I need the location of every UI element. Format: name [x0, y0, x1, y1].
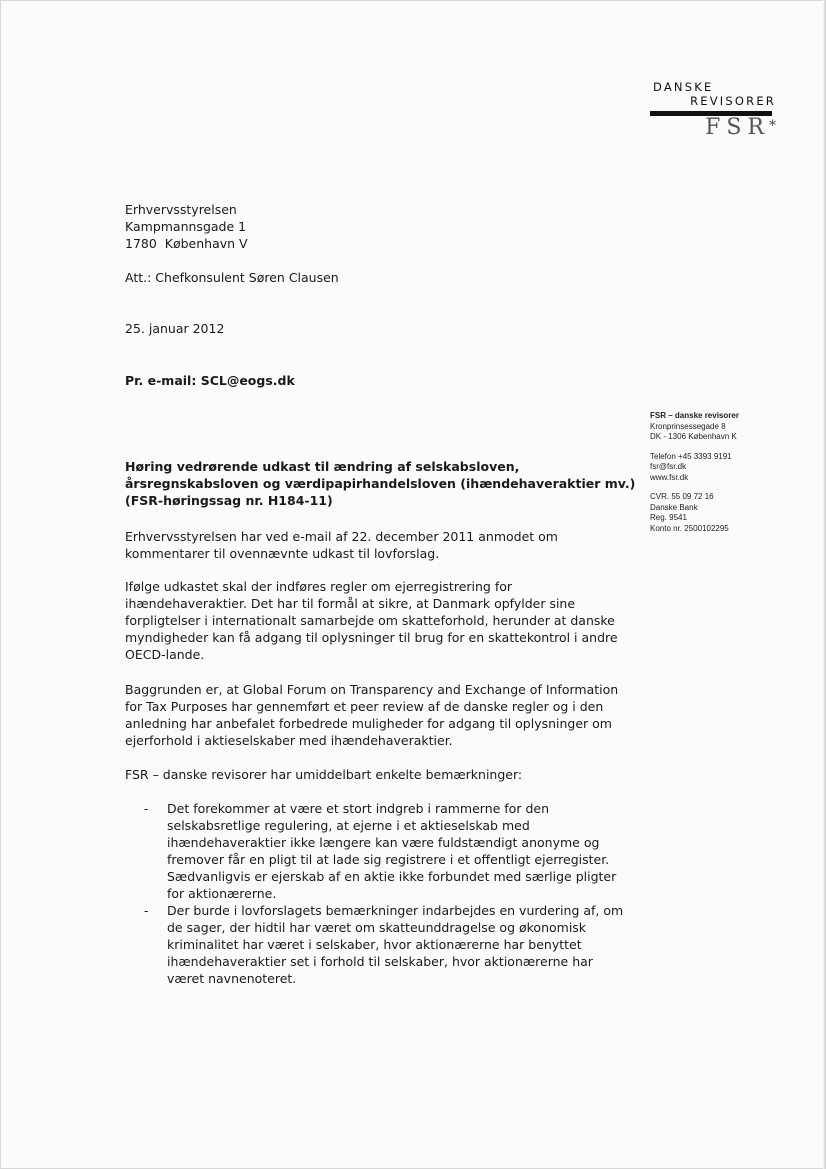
recipient-city: 1780 København V: [125, 236, 248, 251]
list-item-line: ihændehaveraktier set i forhold til selskaber, hvor aktionærerne har: [167, 954, 593, 969]
recipient-street: Kampmannsgade 1: [125, 219, 247, 234]
paragraph-line: forpligtelser i internationalt samarbejde om skatteforhold, herunder at danske: [125, 613, 615, 628]
list-item-line: selskabsretlige regulering, at ejerne i et aktieselskab med: [167, 818, 530, 833]
subject-line: Høring vedrørende udkast til ændring af selskabsloven,: [125, 459, 520, 474]
paragraph-line: ihændehaveraktier. Det har til formål at sikre, at Danmark opfylder sine: [125, 596, 576, 611]
paragraph-line: Ifølge udkastet skal der indføres regler om ejerregistrering for: [125, 579, 513, 594]
sender-web: www.fsr.dk: [650, 472, 689, 482]
sender-bank: Danske Bank: [650, 502, 698, 512]
sender-reg: Reg. 9541: [650, 513, 687, 522]
list-item-line: fremover får en pligt til at lade sig registrere i et offentligt ejerregister.: [167, 852, 610, 867]
paragraph-2: [125, 578, 635, 663]
subject-line: (FSR-høringssag nr. H184-11): [125, 493, 333, 508]
logo-mark: [644, 115, 776, 140]
list-item-line: de sager, der hidtil har været om skatteunddragelse og økonomisk: [167, 920, 587, 935]
sender-email: fsr@fsr.dk: [650, 462, 687, 471]
remarks-list: [125, 800, 625, 987]
sender-konto: Konto nr. 2500102295: [650, 523, 729, 533]
list-item: [125, 800, 625, 902]
letter-date: 25. januar 2012: [125, 321, 225, 336]
paragraph-line: anledning har anbefalet forbedrede muligheder for adgang til oplysninger om: [125, 716, 612, 731]
paragraph-line: kommentarer til ovennævnte udkast til lovforslag.: [125, 546, 440, 561]
logo-star-icon: *: [769, 118, 776, 134]
paragraph-line: ejerforhold i aktieselskaber med ihændehaveraktier.: [125, 733, 453, 748]
list-item-line: kriminalitet har været i selskaber, hvor aktionærerne har benyttet: [167, 937, 582, 952]
paragraph-line: Baggrunden er, at Global Forum on Transparency and Exchange of Information: [125, 682, 619, 697]
list-item-line: Det forekommer at være et stort indgreb i rammerne for den: [167, 801, 549, 816]
dash-bullet-icon: -: [144, 801, 149, 816]
list-item-line: Der burde i lovforslagets bemærkninger indarbejdes en vurdering af, om: [167, 903, 624, 918]
list-item-line: Sædvanligvis er ejerskab af en aktie ikke forbundet med særlige pligter: [167, 869, 617, 884]
logo-text-danske: DANSKE: [653, 80, 714, 94]
sender-street: Kronprinsessegade 8: [650, 421, 726, 431]
sender-cvr: CVR. 55 09 72 16: [650, 492, 714, 501]
list-item: [125, 902, 625, 987]
paragraph-1: [125, 528, 635, 562]
paragraph-3: [125, 681, 635, 749]
list-item-line: været navnenoteret.: [167, 971, 297, 986]
paragraph-4: [125, 766, 635, 783]
paragraph-line: FSR – danske revisorer har umiddelbart enkelte bemærkninger:: [125, 767, 523, 782]
list-item-line: ihændehaveraktier ikke længere kan være fuldstændigt anonyme og: [167, 835, 600, 850]
sender-city: DK - 1306 København K: [650, 432, 737, 441]
letter-subject: [125, 458, 636, 509]
email-line: Pr. e-mail: SCL@eogs.dk: [125, 373, 295, 388]
paragraph-line: for Tax Purposes har gennemført et peer review af de danske regler og i den: [125, 699, 604, 714]
attention-line: Att.: Chefkonsulent Søren Clausen: [125, 270, 339, 285]
recipient-name: Erhvervsstyrelsen: [125, 202, 237, 217]
sender-phone: Telefon +45 3393 9191: [650, 451, 732, 461]
list-item-line: for aktionærerne.: [167, 886, 277, 901]
paragraph-line: Erhvervsstyrelsen har ved e-mail af 22. december 2011 anmodet om: [125, 529, 558, 544]
fsr-logo: [650, 80, 776, 139]
paragraph-line: myndigheder kan få adgang til oplysninger til brug for en skattekontrol i andre: [125, 630, 618, 645]
sender-org: FSR – danske revisorer: [650, 411, 739, 420]
sender-info: [650, 411, 780, 534]
logo-text-revisorer: REVISORER: [690, 94, 776, 108]
logo-mark-text: FSR: [705, 115, 770, 140]
subject-line: årsregnskabsloven og værdipapirhandelsloven (ihændehaveraktier mv.): [125, 476, 636, 491]
recipient-address: [125, 201, 248, 252]
paragraph-line: OECD-lande.: [125, 647, 205, 662]
dash-bullet-icon: -: [144, 903, 149, 918]
